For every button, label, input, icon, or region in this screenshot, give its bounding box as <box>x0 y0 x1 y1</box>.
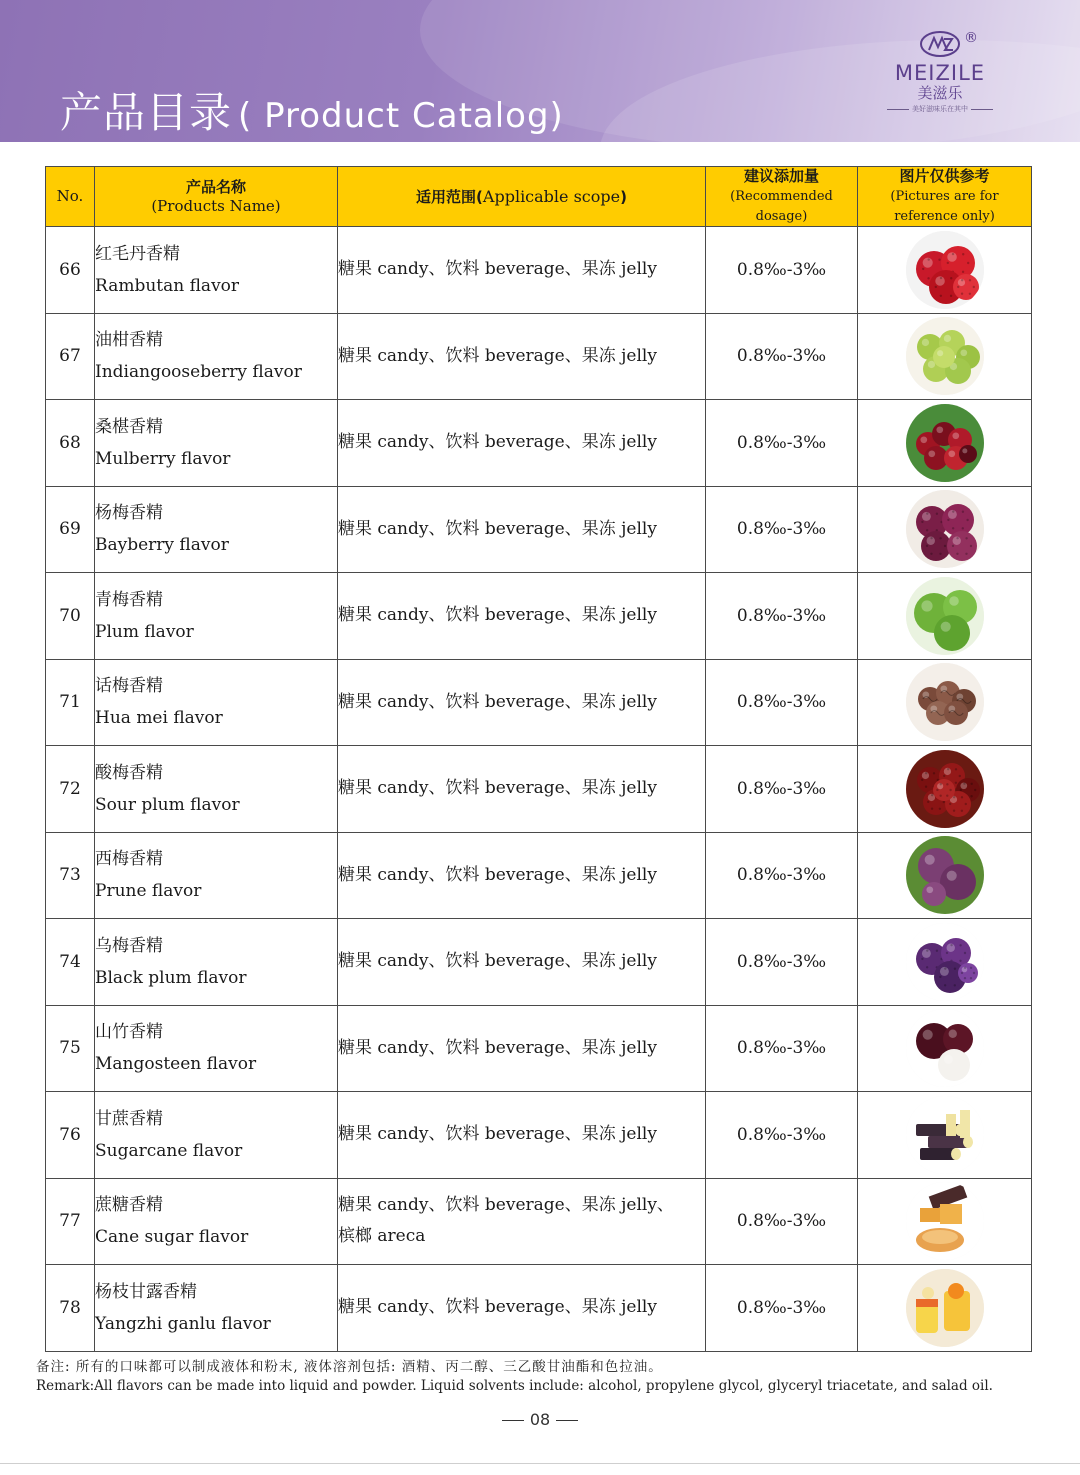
applicable-scope <box>338 313 706 400</box>
scope-text-2: 槟榔 areca <box>338 1226 426 1247</box>
reference-picture <box>858 919 1032 1006</box>
product-name-en: Cane sugar flavor <box>95 1227 249 1248</box>
applicable-scope <box>338 919 706 1006</box>
product-name <box>95 227 338 314</box>
scope-text: 糖果 candy、饮料 beverage、果冻 jelly <box>338 345 657 366</box>
product-name-cn: 山竹香精 <box>95 1022 163 1043</box>
table-row <box>46 746 1032 833</box>
page-edge-line <box>0 1463 1080 1464</box>
page-title-cn: 产品目录 <box>60 88 233 137</box>
scope-text: 糖果 candy、饮料 beverage、果冻 jelly <box>338 259 657 280</box>
product-number: 73 <box>46 832 95 919</box>
reference-picture <box>858 573 1032 660</box>
scope-text: 糖果 candy、饮料 beverage、果冻 jelly <box>338 864 657 885</box>
sour-plum-icon <box>906 750 984 828</box>
product-name-cn: 西梅香精 <box>95 849 163 870</box>
reference-picture <box>858 1178 1032 1265</box>
product-name <box>95 832 338 919</box>
recommended-dosage: 0.8‰-3‰ <box>706 573 858 660</box>
product-name-cn: 红毛丹香精 <box>95 243 180 264</box>
header-product-name: 产品名称 (Products Name) <box>95 167 338 227</box>
mulberry-icon <box>906 404 984 482</box>
header-picture: 图片仅供参考 (Pictures are for reference only) <box>858 167 1032 227</box>
brand-tagline-text: 美好滋味乐在其中 <box>912 105 968 113</box>
reference-picture <box>858 1092 1032 1179</box>
header-no: No. <box>46 167 95 227</box>
product-name-en: Bayberry flavor <box>95 535 229 556</box>
table-row <box>46 919 1032 1006</box>
product-name <box>95 1265 338 1352</box>
applicable-scope <box>338 1178 706 1265</box>
product-name-cn: 青梅香精 <box>95 589 163 610</box>
cane-sugar-icon <box>906 1182 984 1260</box>
recommended-dosage: 0.8‰-3‰ <box>706 400 858 487</box>
header-applicable-scope: 适用范围(Applicable scope) <box>338 167 706 227</box>
product-name-en: Mangosteen flavor <box>95 1054 257 1075</box>
scope-text: 糖果 candy、饮料 beverage、果冻 jelly <box>338 778 657 799</box>
product-number: 67 <box>46 313 95 400</box>
scope-text: 糖果 candy、饮料 beverage、果冻 jelly <box>338 1297 657 1318</box>
product-name-cn: 桑椹香精 <box>95 416 163 437</box>
product-number: 71 <box>46 659 95 746</box>
product-name-cn: 杨枝甘露香精 <box>95 1281 197 1302</box>
product-name-en: Indiangooseberry flavor <box>95 362 302 383</box>
applicable-scope <box>338 746 706 833</box>
product-catalog-table <box>45 166 1032 1352</box>
product-name-en: Rambutan flavor <box>95 275 240 296</box>
product-number: 66 <box>46 227 95 314</box>
product-name <box>95 659 338 746</box>
prune-icon <box>906 836 984 914</box>
mangosteen-icon <box>906 1009 984 1087</box>
scope-text: 糖果 candy、饮料 beverage、果冻 jelly <box>338 691 657 712</box>
product-number: 68 <box>46 400 95 487</box>
product-name-cn: 油柑香精 <box>95 330 163 351</box>
table-row <box>46 400 1032 487</box>
recommended-dosage: 0.8‰-3‰ <box>706 227 858 314</box>
product-name-cn: 酸梅香精 <box>95 762 163 783</box>
product-name-cn: 杨梅香精 <box>95 503 163 524</box>
recommended-dosage: 0.8‰-3‰ <box>706 659 858 746</box>
product-name <box>95 313 338 400</box>
product-name-en: Prune flavor <box>95 881 202 902</box>
scope-text: 糖果 candy、饮料 beverage、果冻 jelly <box>338 432 657 453</box>
recommended-dosage: 0.8‰-3‰ <box>706 1178 858 1265</box>
product-number: 69 <box>46 486 95 573</box>
scope-text: 糖果 candy、饮料 beverage、果冻 jelly <box>338 1037 657 1058</box>
reference-picture <box>858 832 1032 919</box>
product-number: 76 <box>46 1092 95 1179</box>
applicable-scope <box>338 659 706 746</box>
product-name <box>95 919 338 1006</box>
recommended-dosage: 0.8‰-3‰ <box>706 1092 858 1179</box>
brand-mark-icon <box>918 30 962 58</box>
reference-picture <box>858 1265 1032 1352</box>
applicable-scope <box>338 1092 706 1179</box>
bayberry-icon <box>906 490 984 568</box>
product-name-en: Yangzhi ganlu flavor <box>95 1313 271 1334</box>
table-row <box>46 227 1032 314</box>
product-number: 75 <box>46 1005 95 1092</box>
recommended-dosage: 0.8‰-3‰ <box>706 1005 858 1092</box>
brand-name-cn: 美滋乐 <box>917 84 963 102</box>
product-number: 74 <box>46 919 95 1006</box>
page-number-text: 08 <box>529 1410 551 1429</box>
applicable-scope <box>338 227 706 314</box>
reference-picture <box>858 486 1032 573</box>
black-plum-icon <box>906 923 984 1001</box>
applicable-scope <box>338 486 706 573</box>
scope-text: 糖果 candy、饮料 beverage、果冻 jelly <box>338 605 657 626</box>
yangzhi-ganlu-icon <box>906 1269 984 1347</box>
reference-picture <box>858 227 1032 314</box>
reference-picture <box>858 313 1032 400</box>
product-name-cn: 乌梅香精 <box>95 935 163 956</box>
reference-picture <box>858 746 1032 833</box>
recommended-dosage: 0.8‰-3‰ <box>706 832 858 919</box>
product-number: 70 <box>46 573 95 660</box>
product-name <box>95 1178 338 1265</box>
product-number: 78 <box>46 1265 95 1352</box>
product-name <box>95 1092 338 1179</box>
scope-text: 糖果 candy、饮料 beverage、果冻 jelly、 <box>338 1195 674 1216</box>
page-number <box>0 1410 1080 1429</box>
product-name-cn: 甘蔗香精 <box>95 1108 163 1129</box>
remark-en: Remark:All flavors can be made into liquid and powder. Liquid solvents include: alcohol, propylene glycol, glyceryl triacetate, and salad oil. <box>36 1378 993 1394</box>
product-name-en: Plum flavor <box>95 621 194 642</box>
product-name <box>95 746 338 833</box>
product-name-en: Sugarcane flavor <box>95 1140 243 1161</box>
scope-text: 糖果 candy、饮料 beverage、果冻 jelly <box>338 518 657 539</box>
product-name-cn: 蔗糖香精 <box>95 1195 163 1216</box>
remark-note <box>36 1358 1046 1396</box>
product-name-en: Mulberry flavor <box>95 448 231 469</box>
reference-picture <box>858 659 1032 746</box>
table-row <box>46 832 1032 919</box>
gooseberry-icon <box>906 317 984 395</box>
table-row <box>46 1178 1032 1265</box>
recommended-dosage: 0.8‰-3‰ <box>706 919 858 1006</box>
table-row <box>46 1005 1032 1092</box>
table-row <box>46 573 1032 660</box>
product-name-en: Hua mei flavor <box>95 708 223 729</box>
table-row <box>46 1265 1032 1352</box>
table-row <box>46 486 1032 573</box>
remark-cn: 备注: 所有的口味都可以制成液体和粉末, 液体溶剂包括: 酒精、丙二醇、三乙酸甘油酯和色拉油。 <box>36 1359 663 1375</box>
rambutan-icon <box>906 231 984 309</box>
table-row <box>46 313 1032 400</box>
product-name <box>95 400 338 487</box>
recommended-dosage: 0.8‰-3‰ <box>706 746 858 833</box>
registered-mark: ® <box>964 30 978 46</box>
recommended-dosage: 0.8‰-3‰ <box>706 313 858 400</box>
table-header-row <box>46 167 1032 227</box>
reference-picture <box>858 400 1032 487</box>
recommended-dosage: 0.8‰-3‰ <box>706 486 858 573</box>
recommended-dosage: 0.8‰-3‰ <box>706 1265 858 1352</box>
product-name-en: Black plum flavor <box>95 967 247 988</box>
product-name <box>95 573 338 660</box>
applicable-scope <box>338 1005 706 1092</box>
sugarcane-icon <box>906 1096 984 1174</box>
applicable-scope <box>338 832 706 919</box>
scope-text: 糖果 candy、饮料 beverage、果冻 jelly <box>338 951 657 972</box>
reference-picture <box>858 1005 1032 1092</box>
product-name <box>95 486 338 573</box>
product-name-en: Sour plum flavor <box>95 794 240 815</box>
header-dosage: 建议添加量 (Recommended dosage) <box>706 167 858 227</box>
hua-mei-icon <box>906 663 984 741</box>
green-plum-icon <box>906 577 984 655</box>
page-title-en: ( Product Catalog) <box>238 96 564 136</box>
product-number: 77 <box>46 1178 95 1265</box>
applicable-scope <box>338 400 706 487</box>
product-name <box>95 1005 338 1092</box>
scope-text: 糖果 candy、饮料 beverage、果冻 jelly <box>338 1124 657 1145</box>
brand-logo <box>880 30 1000 135</box>
applicable-scope <box>338 573 706 660</box>
product-name-cn: 话梅香精 <box>95 676 163 697</box>
brand-name: MEIZILE <box>894 61 986 85</box>
applicable-scope <box>338 1265 706 1352</box>
page-title <box>60 80 564 140</box>
brand-tagline <box>880 104 1000 114</box>
product-number: 72 <box>46 746 95 833</box>
table-row <box>46 1092 1032 1179</box>
table-row <box>46 659 1032 746</box>
